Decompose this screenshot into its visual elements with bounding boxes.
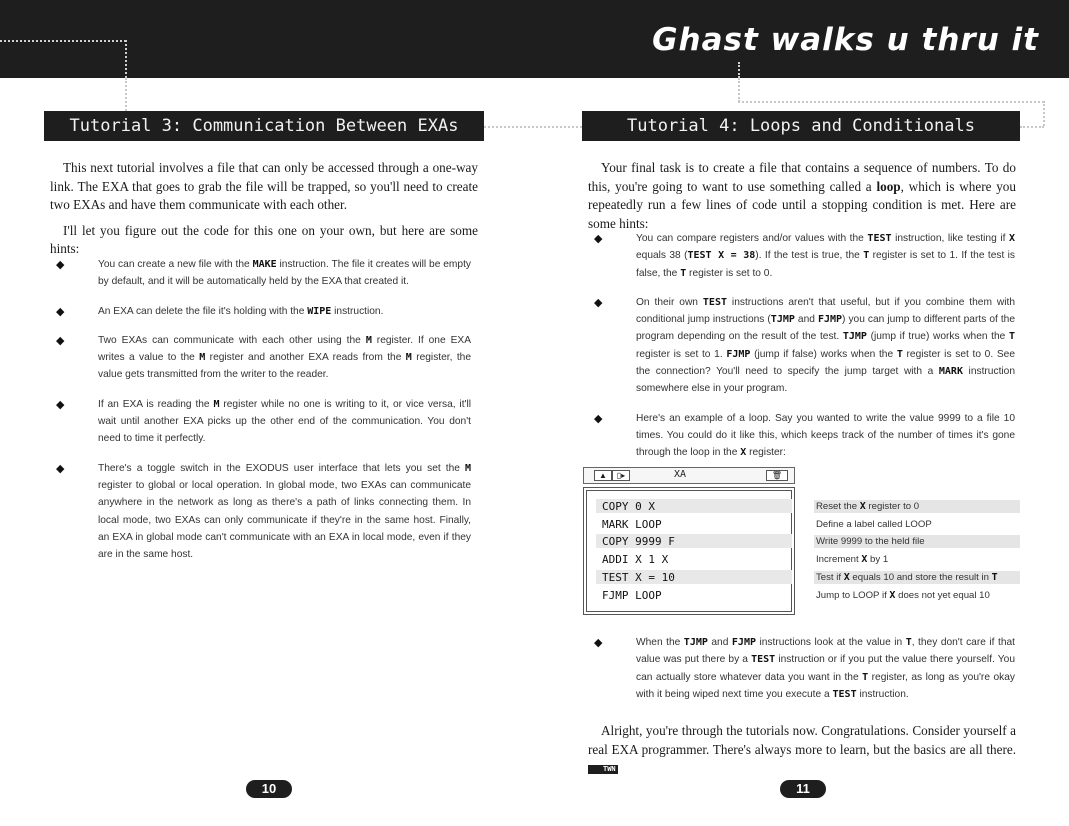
diamond-bullet-icon: ◆ xyxy=(594,233,603,245)
banner-title: Ghast walks u thru it xyxy=(652,22,1039,58)
code-line: ADDI X 1 X xyxy=(602,553,669,566)
diamond-bullet-icon: ◆ xyxy=(594,637,603,649)
tutorial-4-header: Tutorial 4: Loops and Conditionals xyxy=(582,111,1020,141)
dotted-connector xyxy=(738,101,1044,103)
tutorial-4-final-hint xyxy=(594,634,1015,703)
tutorial-4-hints xyxy=(594,230,1015,462)
exa-code-editor[interactable] xyxy=(583,487,795,615)
hint-item: ◆ If an EXA is reading the M register while no one is writing to it, or vice versa, it'll wait until another EXA picks up the other end of the communication. You don't need to time it perfectly. xyxy=(56,398,471,445)
dotted-connector xyxy=(1043,101,1045,126)
twn-badge: TWN xyxy=(588,765,618,774)
code-line: MARK LOOP xyxy=(602,518,662,531)
dotted-connector xyxy=(738,78,740,102)
code-line: TEST X = 10 xyxy=(602,571,675,584)
hint-item: ◆ On their own TEST instructions aren't that useful, but if you combine them with conditional jump instructions (TJMP and FJMP) you can jump to different parts of the program depending on the result of the test. TJMP (jump if true) works when the T register is set to 1. FJMP (jump if false) works when the T register is set to 0. See the connection? You'll need to specify the jump target with a MARK instruction somewhere else in your program. xyxy=(594,296,1016,395)
closing-paragraph: Alright, you're through the tutorials now. Congratulations. Consider yourself a real EXA programmer. There's always more to learn, but the basics are all there. TWN xyxy=(588,723,1016,773)
hint-item: ◆ Here's an example of a loop. Say you wanted to write the value 9999 to a file 10 times. You could do it like this, which keeps track of the number of times it's gone through the loop in the X register: xyxy=(594,412,1015,459)
code-comment: Jump to LOOP if X does not yet equal 10 xyxy=(814,589,1020,602)
hint-item: ◆ You can compare registers and/or values with the TEST instruction, like testing if X equals 38 (TEST X = 38). If the test is true, the T register is set to 1. If the test is false, the T register is set to 0. xyxy=(594,233,1016,279)
diamond-bullet-icon: ◆ xyxy=(56,305,65,318)
intro-paragraph: This next tutorial involves a file that can only be accessed through a one-way link. The EXA that goes to grab the file will be trapped, so you'll need to create two EXAs and have them communicate with each other. xyxy=(50,160,478,212)
exa-titlebar xyxy=(583,467,795,484)
collapse-icon[interactable]: ▲ xyxy=(594,470,612,481)
hint-item: ◆ There's a toggle switch in the EXODUS user interface that lets you set the M register to global or local operation. In global mode, two EXAs can communicate anywhere in the network as long as there's a path of links connecting them. In local mode, two EXAs can only communicate if they're in the same host. Finally, an EXA in global mode can't communicate with an EXA in local mode, even if they are in the same host. xyxy=(56,462,471,561)
exa-name: XA xyxy=(674,469,687,480)
code-comment: Increment X by 1 xyxy=(814,553,1020,566)
dotted-connector xyxy=(484,126,582,128)
tutorial-3-header: Tutorial 3: Communication Between EXAs xyxy=(44,111,484,141)
diamond-bullet-icon: ◆ xyxy=(56,334,65,347)
dotted-connector xyxy=(125,78,127,111)
diamond-bullet-icon: ◆ xyxy=(56,398,65,411)
top-banner xyxy=(0,0,1069,78)
diamond-bullet-icon: ◆ xyxy=(56,462,65,475)
banner-dotted-line xyxy=(0,40,126,42)
tutorial-3-intro xyxy=(50,159,478,266)
diamond-bullet-icon: ◆ xyxy=(594,412,603,425)
diamond-bullet-icon: ◆ xyxy=(594,296,603,309)
mode-toggle-icon[interactable]: ▯▸ xyxy=(612,470,630,481)
page-number-right: 11 xyxy=(780,780,826,798)
exa-code-window xyxy=(583,467,795,615)
page-number-left: 10 xyxy=(246,780,292,798)
hint-item: ◆ You can create a new file with the MAKE instruction. The file it creates will be empty by default, and it will be automatically held by the EXA that created it. xyxy=(56,259,471,288)
code-comment: Test if X equals 10 and store the result in T xyxy=(814,571,1020,584)
code-comment: Reset the X register to 0 xyxy=(814,500,1020,513)
code-line: COPY 0 X xyxy=(602,500,655,513)
banner-dotted-line xyxy=(125,40,127,78)
banner-dotted-line xyxy=(738,62,740,78)
code-line: FJMP LOOP xyxy=(602,589,662,602)
dotted-connector xyxy=(1020,126,1044,128)
hint-item: ◆ Two EXAs can communicate with each other using the M register. If one EXA writes a value to the M register and another EXA reads from the M register, the value gets transmitted from the writer to the reader. xyxy=(56,334,471,381)
intro-paragraph: I'll let you figure out the code for this one on your own, but here are some hints: xyxy=(50,222,478,256)
diamond-bullet-icon: ◆ xyxy=(56,259,65,271)
tutorial-3-hints xyxy=(56,256,471,563)
code-comment: Write 9999 to the held file xyxy=(814,535,1020,548)
code-line: COPY 9999 F xyxy=(602,535,675,548)
code-comment: Define a label called LOOP xyxy=(814,518,1020,531)
hint-item: ◆ When the TJMP and FJMP instructions look at the value in T, they don't care if that value was put there by a TEST instruction or if you put the value there yourself. You can actually store whatever data you want in the T register, as long as you're okay with it being wiped next time you execute a TEST instruction. xyxy=(594,637,1016,700)
intro-paragraph: Your final task is to create a file that contains a sequence of numbers. To do this, you're going to want to use something called a loop, which is where you repeatedly run a few lines of code until a stopping condition is met. Here are some hints: xyxy=(588,160,1016,231)
bold-term: loop xyxy=(876,178,901,194)
trash-icon[interactable]: 🗑 xyxy=(766,470,788,481)
tutorial-4-intro xyxy=(588,159,1016,240)
hint-item: ◆ An EXA can delete the file it's holding with the WIPE instruction. xyxy=(56,303,471,320)
